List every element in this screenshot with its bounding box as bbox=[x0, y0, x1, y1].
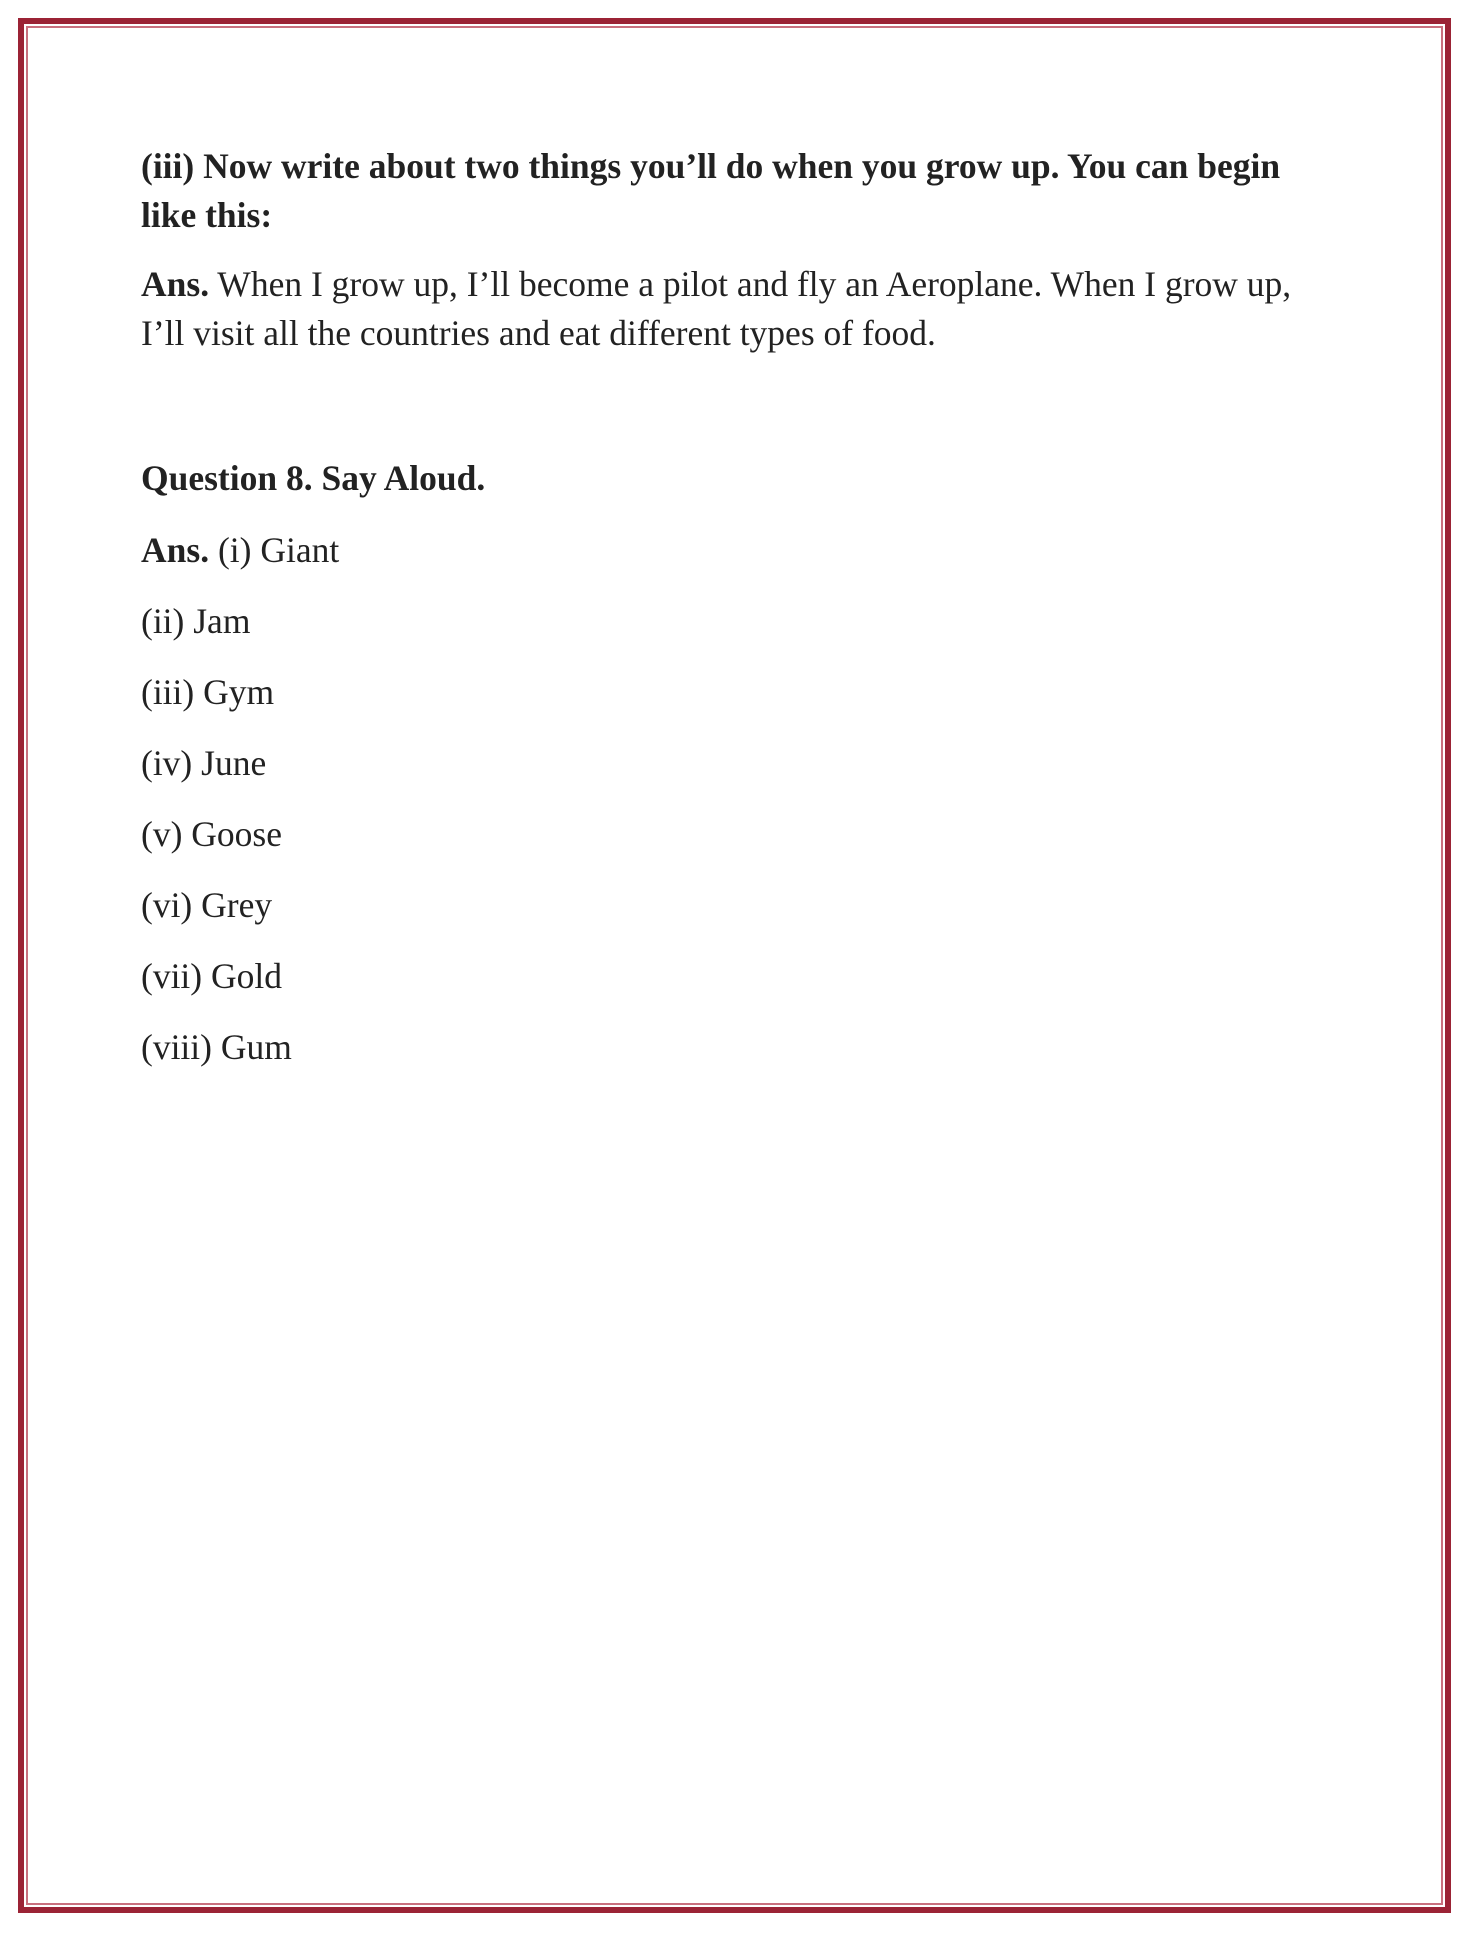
answer-label: Ans. bbox=[141, 530, 210, 570]
list-item: (viii) Gum bbox=[141, 1027, 292, 1067]
list-item: (ii) Jam bbox=[141, 601, 251, 641]
list-item: (iv) June bbox=[141, 743, 267, 783]
question-8-title: Question 8. Say Aloud. bbox=[141, 458, 486, 498]
list-item: (v) Goose bbox=[141, 814, 282, 854]
document-content bbox=[141, 142, 1336, 1083]
answer-label: Ans. bbox=[141, 264, 210, 304]
question-iii-prompt: (iii) Now write about two things you’ll do when you grow up. You can begin like this: bbox=[141, 146, 1281, 235]
list-item: (vi) Grey bbox=[141, 885, 273, 925]
answer-text: When I grow up, I’ll become a pilot and fly an Aeroplane. When I grow up, I’ll visit all the countries and eat different types of food. bbox=[141, 264, 1292, 353]
question-iii-answer bbox=[141, 260, 1336, 358]
list-item bbox=[141, 515, 1336, 586]
list-item: (vii) Gold bbox=[141, 956, 282, 996]
item-text: (i) Giant bbox=[217, 530, 340, 570]
list-item: (iii) Gym bbox=[141, 672, 275, 712]
